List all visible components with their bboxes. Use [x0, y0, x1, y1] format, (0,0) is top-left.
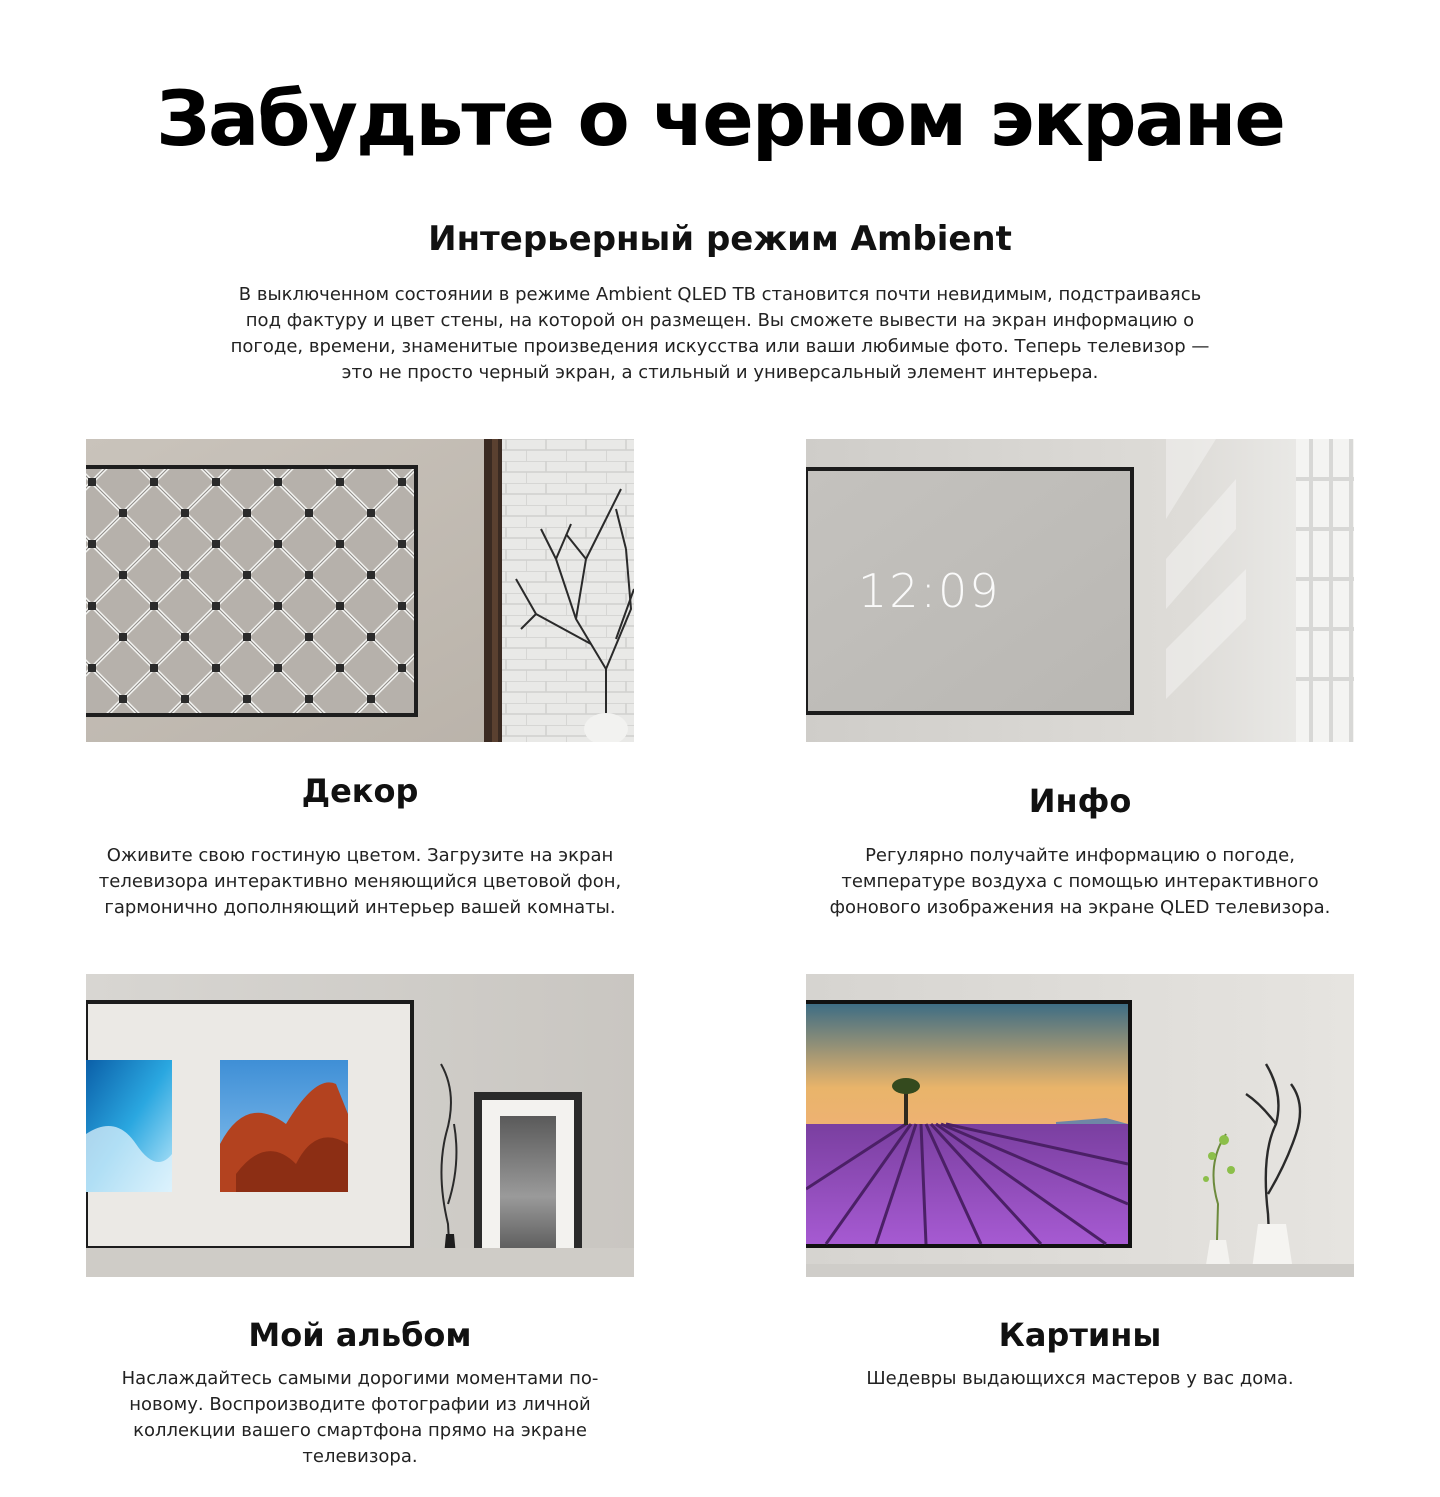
decor-image — [86, 439, 634, 742]
clock-display: 12:09 — [858, 564, 1001, 618]
info-image — [806, 439, 1354, 742]
intro-paragraph: В выключенном состоянии в режиме Ambient QLED ТВ становится почти невидимым, подстраиваясь под фактуру и цвет стены, на которой он размещен. Вы сможете вывести на экран информацию о погоде, времени, знаменитые произведения искусства или ваши любимые фото. Теперь телевизор — это не просто черный экран, а стильный и универсальный элемент интерьера. — [230, 284, 1210, 383]
card-title-paintings: Картины — [998, 1316, 1162, 1354]
section-subheadline: Интерьерный режим Ambient — [428, 219, 1012, 259]
page-headline: Забудьте о черном экране — [156, 74, 1284, 163]
card-title-decor: Декор — [301, 772, 419, 810]
card-text-album: Наслаждайтесь самыми дорогими моментами по-новому. Воспроизводите фотографии из личной коллекции вашего смартфона прямо на экране телевизора. — [121, 1368, 599, 1467]
card-text-info: Регулярно получайте информацию о погоде, температуре воздуха с помощью интерактивного фонового изображения на экране QLED телевизора. — [829, 845, 1331, 918]
card-text-paintings: Шедевры выдающихся мастеров у вас дома. — [866, 1368, 1294, 1389]
paintings-image — [806, 974, 1354, 1277]
card-text-decor: Оживите свою гостиную цветом. Загрузите на экран телевизора интерактивно меняющийся цветовой фон, гармонично дополняющий интерьер вашей комнаты. — [98, 845, 622, 918]
album-image — [86, 974, 634, 1277]
card-title-album: Мой альбом — [248, 1316, 472, 1354]
card-title-info: Инфо — [1028, 782, 1132, 820]
